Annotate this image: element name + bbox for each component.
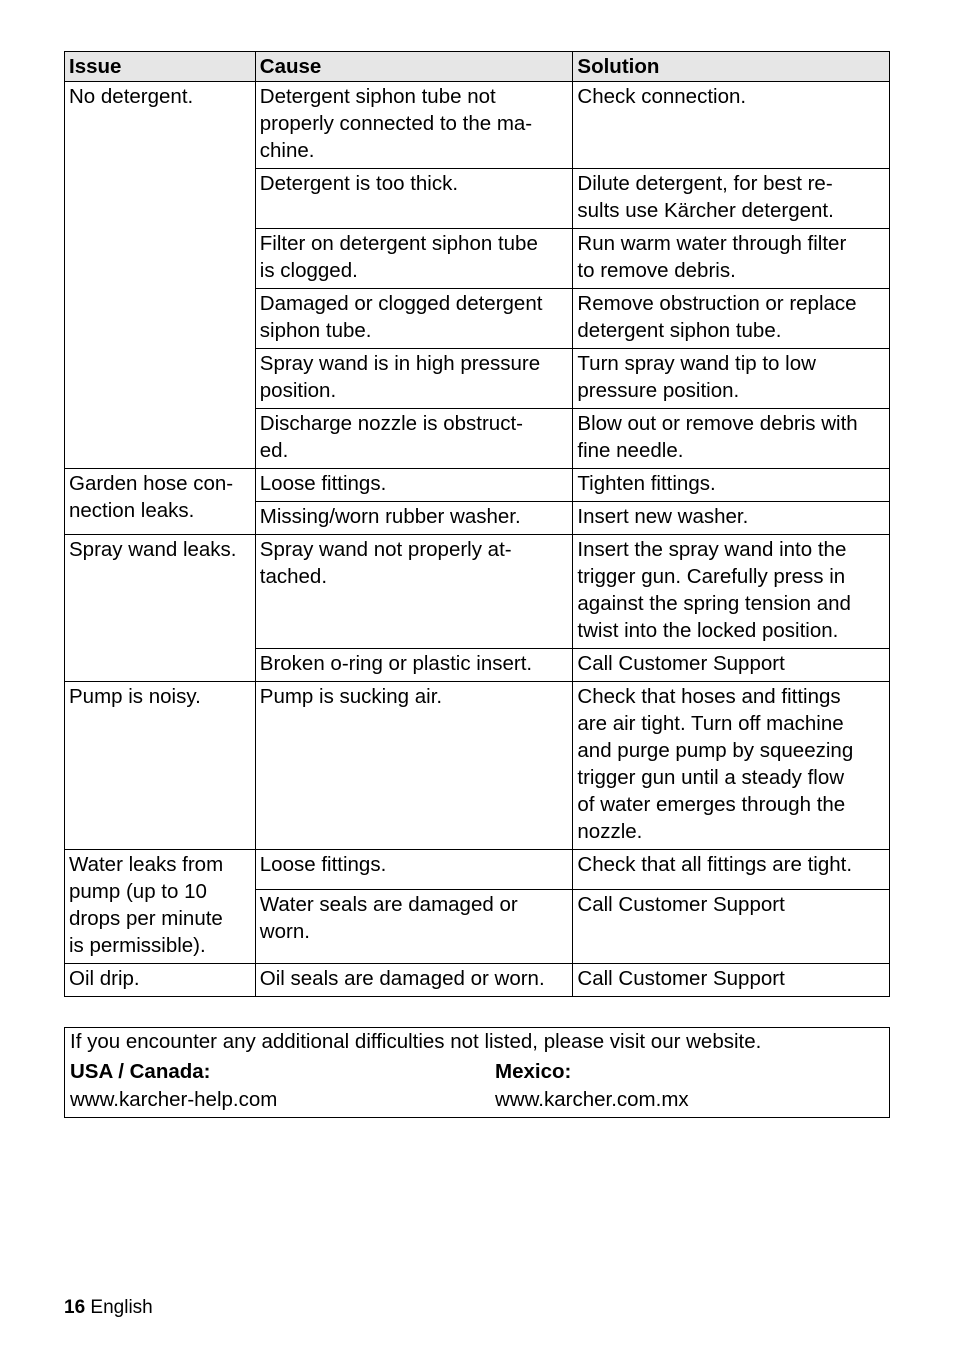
cause-cell: Filter on detergent siphon tube is clogged. <box>255 229 573 289</box>
issue-cell: Oil drip. <box>65 964 256 997</box>
cause-cell: Missing/worn rubber washer. <box>255 502 573 535</box>
table-header-row <box>65 52 890 82</box>
table-row <box>65 82 890 169</box>
cause-cell: Detergent is too thick. <box>255 169 573 229</box>
cause-cell: Damaged or clogged detergent siphon tube. <box>255 289 573 349</box>
solution-cell: Remove obstruction or replace detergent siphon tube. <box>573 289 890 349</box>
column-header-cause: Cause <box>255 52 573 82</box>
column-header-solution: Solution <box>573 52 890 82</box>
region-url[interactable]: www.karcher-help.com <box>70 1088 278 1111</box>
solution-cell: Run warm water through filter to remove debris. <box>573 229 890 289</box>
region-url[interactable]: www.karcher.com.mx <box>495 1088 689 1111</box>
solution-cell: Call Customer Support <box>573 964 890 997</box>
issue-cell: Water leaks from pump (up to 10 drops per minute is permissible). <box>65 850 256 964</box>
issue-cell: Pump is noisy. <box>65 682 256 850</box>
troubleshooting-table <box>64 51 890 997</box>
table-row <box>65 535 890 649</box>
issue-cell: No detergent. <box>65 82 256 469</box>
solution-cell: Turn spray wand tip to low pressure position. <box>573 349 890 409</box>
cause-cell: Loose fittings. <box>255 469 573 502</box>
solution-cell: Dilute detergent, for best re- sults use Kärcher detergent. <box>573 169 890 229</box>
cause-cell: Pump is sucking air. <box>255 682 573 850</box>
solution-cell: Call Customer Support <box>573 890 890 964</box>
page-number: 16 <box>64 1297 86 1318</box>
cause-cell: Oil seals are damaged or worn. <box>255 964 573 997</box>
region-mexico <box>495 1058 689 1114</box>
solution-cell: Tighten fittings. <box>573 469 890 502</box>
issue-cell: Spray wand leaks. <box>65 535 256 682</box>
table-row <box>65 682 890 850</box>
region-usa-canada <box>70 1058 277 1114</box>
page-footer <box>64 1297 153 1319</box>
cause-cell: Spray wand is in high pressure position. <box>255 349 573 409</box>
solution-cell: Insert the spray wand into the trigger gun. Carefully press in against the spring tension and twist into the locked position. <box>573 535 890 649</box>
support-intro-text: If you encounter any additional difficulties not listed, please visit our website. <box>70 1030 762 1053</box>
solution-cell: Check connection. <box>573 82 890 169</box>
table-row <box>65 469 890 502</box>
table-row <box>65 850 890 890</box>
issue-cell: Garden hose con- nection leaks. <box>65 469 256 535</box>
cause-cell: Broken o-ring or plastic insert. <box>255 649 573 682</box>
cause-cell: Water seals are damaged or worn. <box>255 890 573 964</box>
solution-cell: Call Customer Support <box>573 649 890 682</box>
table-row <box>65 964 890 997</box>
cause-cell: Loose fittings. <box>255 850 573 890</box>
table-body <box>65 82 890 997</box>
cause-cell: Discharge nozzle is obstruct- ed. <box>255 409 573 469</box>
cause-cell: Spray wand not properly at- tached. <box>255 535 573 649</box>
solution-cell: Check that hoses and fittings are air tight. Turn off machine and purge pump by squeezing trigger gun until a steady flow of water emerges through the nozzle. <box>573 682 890 850</box>
solution-cell: Insert new washer. <box>573 502 890 535</box>
solution-cell: Blow out or remove debris with fine needle. <box>573 409 890 469</box>
support-info-box <box>64 1027 890 1118</box>
region-label: USA / Canada: <box>70 1060 211 1083</box>
column-header-issue: Issue <box>65 52 256 82</box>
solution-cell: Check that all fittings are tight. <box>573 850 890 890</box>
cause-cell: Detergent siphon tube not properly connected to the ma- chine. <box>255 82 573 169</box>
region-label: Mexico: <box>495 1060 572 1083</box>
page-language: English <box>90 1297 153 1318</box>
